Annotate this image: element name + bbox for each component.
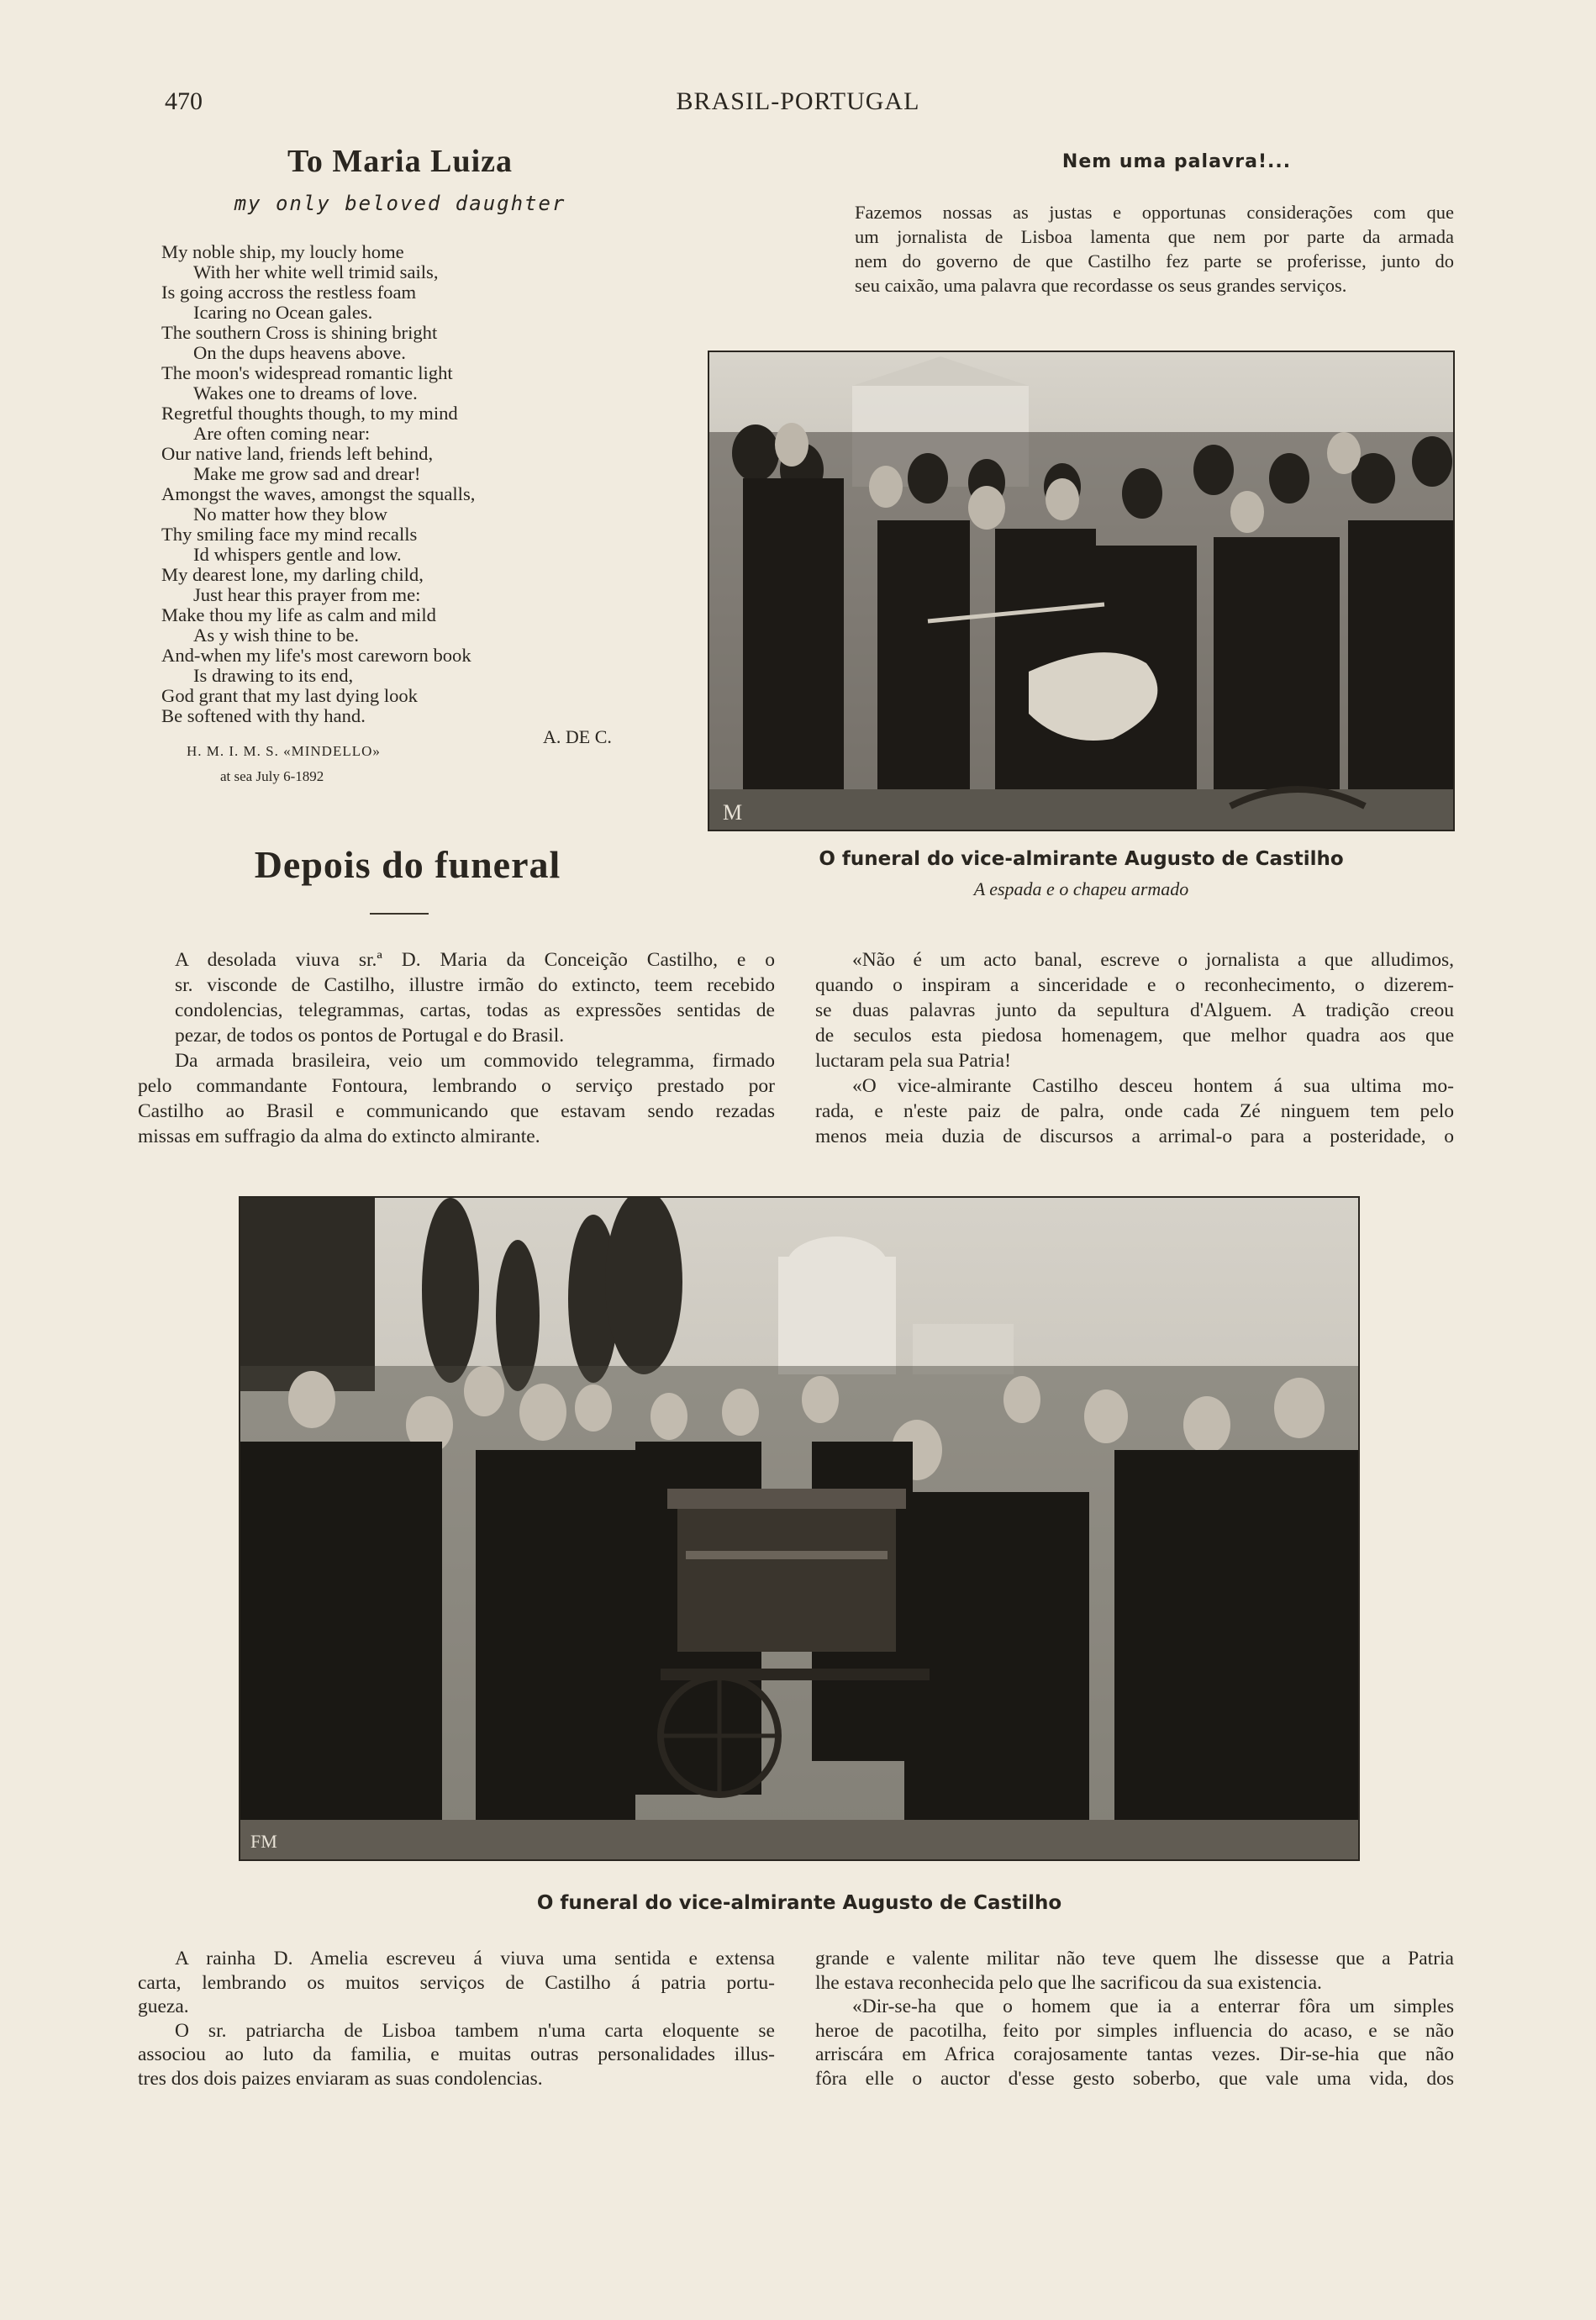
article-journalist-quote-continued bbox=[815, 1947, 1454, 2091]
poem-line: Make me grow sad and drear! bbox=[193, 463, 421, 484]
text-line: carta, lembrando os muitos serviços de Castilho á patria portu- bbox=[138, 1971, 775, 1994]
poem-line: Amongst the waves, amongst the squalls, bbox=[161, 483, 476, 504]
running-head: BRASIL-PORTUGAL bbox=[676, 87, 920, 115]
text-line: Da armada brasileira, veio um commovido telegramma, firmado bbox=[175, 1050, 775, 1072]
photo-2-monogram: FM bbox=[250, 1831, 277, 1852]
poem-line: The southern Cross is shining bright bbox=[161, 322, 438, 343]
text-line: rada, e n'este paiz de palra, onde cada Zé ninguem tem pelo bbox=[815, 1100, 1454, 1122]
text-line: Castilho ao Brasil e communicando que estavam sendo rezadas bbox=[138, 1100, 775, 1122]
poem-line: Our native land, friends left behind, bbox=[161, 443, 434, 464]
text-line: de seculos esta piedosa homenagem, que melhor quadra aos que bbox=[815, 1025, 1454, 1047]
text-line: se duas palavras junto da sepultura d'Alguem. A tradição creou bbox=[815, 999, 1454, 1021]
text-line: missas em suffragio da alma do extincto almirante. bbox=[138, 1126, 540, 1147]
text-line: associou ao luto da familia, e muitas outras personalidades illus- bbox=[138, 2043, 775, 2065]
text-line: pelo commandante Fontoura, lembrando o serviço prestado por bbox=[138, 1075, 775, 1097]
poem-line: The moon's widespread romantic light bbox=[161, 362, 453, 383]
text-line: luctaram pela sua Patria! bbox=[815, 1050, 1011, 1072]
article-depois-do-funeral bbox=[138, 947, 775, 1149]
text-line: heroe de pacotilha, feito por simples influencia do acaso, e se não bbox=[815, 2019, 1454, 2042]
photo-2-illustration bbox=[240, 1198, 1358, 1859]
text-line: nem do governo de que Castilho fez parte se proferisse, junto do bbox=[855, 250, 1454, 272]
text-line: A rainha D. Amelia escreveu á viuva uma sentida e extensa bbox=[175, 1948, 775, 1969]
poem-line: Are often coming near: bbox=[193, 423, 371, 444]
text-line: condolencias, telegrammas, cartas, todas as expressões sentidas de bbox=[175, 999, 775, 1021]
page-number: 470 bbox=[165, 87, 203, 115]
text-line: arriscára em Africa corajosamente tantas vezes. Dir-se-hia que não bbox=[815, 2043, 1454, 2065]
poem-line: My noble ship, my loucly home bbox=[161, 241, 404, 262]
text-line: menos meia duzia de discursos a arrimal-o para a posteridade, o bbox=[815, 1126, 1454, 1147]
poem-line: Is going accross the restless foam bbox=[161, 282, 417, 303]
photo-funeral-procession bbox=[239, 1196, 1360, 1861]
poem-title: To Maria Luiza bbox=[287, 144, 514, 179]
poem-place: H. M. I. M. S. «MINDELLO» bbox=[187, 743, 381, 759]
poem-line: My dearest lone, my darling child, bbox=[161, 564, 424, 585]
photo-2-caption: O funeral do vice-almirante Augusto de Castilho bbox=[536, 1892, 1062, 1914]
text-line: lhe estava reconhecida pelo que lhe sacrificou da sua existencia. bbox=[815, 1971, 1322, 1994]
poem-line: Just hear this prayer from me: bbox=[193, 584, 421, 605]
poem-line: No matter how they blow bbox=[193, 504, 387, 525]
poem-line: Be softened with thy hand. bbox=[161, 705, 366, 726]
poem-body bbox=[161, 242, 632, 726]
text-line: quando o inspiram a sinceridade e o reconhecimento, o dizerem- bbox=[815, 974, 1454, 996]
text-line: pezar, de todos os pontos de Portugal e do Brasil. bbox=[175, 1025, 565, 1047]
poem-line: Make thou my life as calm and mild bbox=[161, 604, 436, 625]
photo-1-illustration bbox=[709, 352, 1453, 830]
poem-line: And-when my life's most careworn book bbox=[161, 645, 471, 666]
text-line: A desolada viuva sr.ª D. Maria da Conceição Castilho, e o bbox=[175, 949, 775, 971]
text-line: sr. visconde de Castilho, illustre irmão do extincto, teem recebido bbox=[175, 974, 775, 996]
poem-line: As y wish thine to be. bbox=[193, 625, 360, 646]
text-line: seu caixão, uma palavra que recordasse os seus grandes serviços. bbox=[855, 275, 1347, 296]
photo-sword-and-hat bbox=[708, 351, 1455, 831]
text-line: Fazemos nossas as justas e opportunas considerações com que bbox=[855, 202, 1454, 223]
poem-line: With her white well trimid sails, bbox=[193, 261, 439, 282]
text-line: tres dos dois paizes enviaram as suas condolencias. bbox=[138, 2067, 543, 2090]
poem-line: On the dups heavens above. bbox=[193, 342, 406, 363]
text-line: O sr. patriarcha de Lisboa tambem n'uma carta eloquente se bbox=[175, 2019, 775, 2042]
text-line: fôra elle o auctor d'esse gesto soberbo, que vale uma vida, dos bbox=[815, 2067, 1454, 2090]
poem-line: Icaring no Ocean gales. bbox=[193, 302, 373, 323]
photo-1-subcaption: A espada e o chapeu armado bbox=[973, 878, 1189, 899]
poem-line: Thy smiling face my mind recalls bbox=[161, 524, 418, 545]
text-line: grande e valente militar não teve quem lhe dissesse que a Patria bbox=[815, 1948, 1454, 1969]
text-line: gueza. bbox=[138, 1996, 189, 2017]
text-line: um jornalista de Lisboa lamenta que nem por parte da armada bbox=[855, 226, 1454, 247]
article-title-depois-do-funeral: Depois do funeral bbox=[254, 843, 561, 886]
poem-line: God grant that my last dying look bbox=[161, 685, 418, 706]
poem-date: at sea July 6-1892 bbox=[220, 768, 324, 784]
text-line: «Não é um acto banal, escreve o jornalista a que alludimos, bbox=[852, 949, 1454, 971]
poem-line: Is drawing to its end, bbox=[193, 665, 354, 686]
article-title-nem-uma-palavra: Nem uma palavra!... bbox=[1061, 151, 1292, 172]
photo-1-monogram: M bbox=[723, 800, 743, 825]
poem-signature: A. DE C. bbox=[543, 726, 612, 747]
article-condolences bbox=[138, 1947, 775, 2091]
poem-dedication: my only beloved daughter bbox=[234, 192, 566, 215]
article-journalist-quote bbox=[815, 947, 1454, 1149]
title-divider bbox=[370, 913, 429, 915]
text-line: «O vice-almirante Castilho desceu hontem á sua ultima mo- bbox=[852, 1075, 1454, 1097]
poem-line: Wakes one to dreams of love. bbox=[193, 382, 418, 403]
poem-line: Id whispers gentle and low. bbox=[193, 544, 402, 565]
text-line: «Dir-se-ha que o homem que ia a enterrar fôra um simples bbox=[852, 1996, 1454, 2017]
article-nem-uma-palavra bbox=[818, 200, 1454, 298]
poem-line: Regretful thoughts though, to my mind bbox=[161, 403, 458, 424]
photo-1-caption: O funeral do vice-almirante Augusto de Castilho bbox=[819, 848, 1344, 870]
